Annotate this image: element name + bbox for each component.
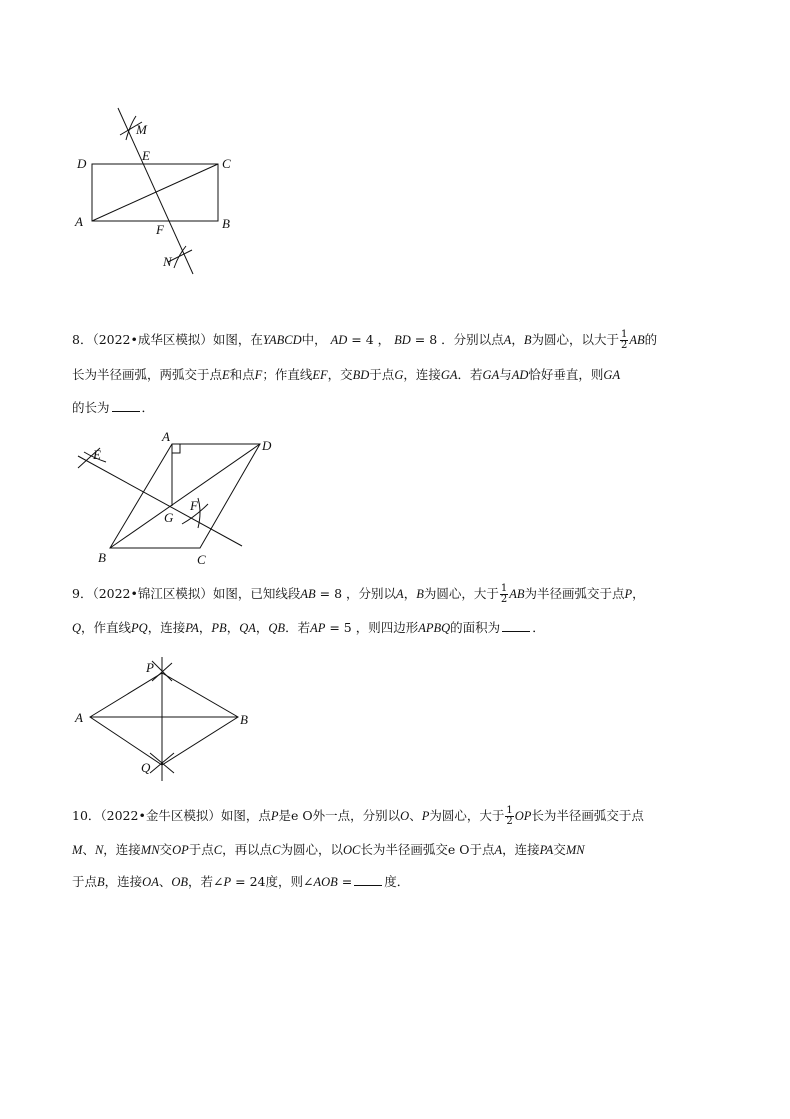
- q10-fraction: [505, 806, 513, 827]
- q9-text: 如图，已知线段: [212, 586, 301, 601]
- quadrilateral-apbq: [90, 673, 238, 765]
- q8-text: 与: [499, 367, 512, 382]
- q10-var: OP: [172, 843, 189, 857]
- q8-text: ．若: [457, 367, 483, 382]
- q10-var: e O: [447, 842, 470, 857]
- q10-var: e O: [291, 808, 313, 823]
- q9-text: ，: [255, 620, 269, 635]
- q9-text: ，作直线: [81, 620, 132, 635]
- q9-text: ，: [198, 620, 212, 635]
- q8-text: 和点: [229, 367, 255, 382]
- q9-text: 为半径画弧交于点: [524, 586, 625, 601]
- q8-fraction: [620, 330, 628, 351]
- q10-var: O: [400, 809, 410, 823]
- q10-var: MN: [565, 843, 585, 857]
- question-10: [72, 806, 722, 891]
- q9-line1: [72, 584, 722, 605]
- q9-text: ，: [632, 586, 645, 601]
- q9-var: A: [396, 587, 404, 601]
- fraction-denominator: 2: [620, 340, 628, 351]
- q9-var: P: [624, 587, 633, 601]
- q8-var: F: [254, 368, 263, 382]
- q10-text: 于点: [188, 842, 214, 857]
- q9-var: PB: [211, 621, 227, 635]
- label-b: B: [222, 216, 230, 231]
- q10-text: ，连接: [104, 874, 143, 889]
- right-angle-mark: [172, 444, 180, 453]
- answer-blank: [112, 399, 140, 412]
- q10-line3: [72, 873, 722, 891]
- q8-text: 如图，在: [212, 332, 263, 347]
- q9-text: ，连接: [147, 620, 186, 635]
- label-n: N: [163, 254, 172, 269]
- q10-text: 、: [82, 842, 95, 857]
- q9-source: （2022•锦江区模拟）: [92, 586, 213, 601]
- q8-line2: [72, 366, 722, 384]
- arc-mark-n2: [174, 246, 186, 268]
- q8-number: 8．: [72, 332, 93, 347]
- label-e: E: [142, 148, 150, 163]
- q10-text: 为圆心，大于: [429, 808, 505, 823]
- q8-var: GA: [603, 368, 621, 382]
- q10-text: ，连接: [103, 842, 141, 857]
- label-a: A: [162, 429, 170, 444]
- q8-var: E: [222, 368, 230, 382]
- q8-text: 中，: [301, 332, 327, 347]
- q8-text: 的: [644, 332, 658, 347]
- diagonal-bd: [110, 444, 260, 548]
- label-f: F: [156, 222, 164, 237]
- fraction-denominator: 2: [500, 594, 508, 605]
- question-9: [72, 584, 722, 637]
- label-e: E: [93, 447, 101, 462]
- fraction-denominator: 2: [506, 816, 513, 827]
- q8-var: A: [503, 333, 512, 347]
- q8-text: 长为半径画弧，两弧交于点: [72, 367, 223, 382]
- label-b: B: [98, 550, 106, 565]
- q10-text: 交: [159, 842, 173, 857]
- fraction-numerator: 1: [506, 805, 513, 816]
- q9-number: 9．: [72, 586, 93, 601]
- q8-line3: [72, 399, 722, 417]
- question-8: [72, 330, 722, 417]
- q9-var: AB: [300, 587, 316, 601]
- label-b: B: [240, 712, 248, 727]
- diagonal-ac: [92, 164, 218, 221]
- q10-var: PA: [539, 843, 554, 857]
- q10-line1: [72, 806, 722, 827]
- q8-text: ，连接: [403, 367, 441, 382]
- q10-var: ∠P: [213, 875, 232, 889]
- q9-var: AP: [310, 621, 326, 635]
- q10-var: B: [97, 875, 105, 889]
- q10-number: 10．: [72, 808, 101, 823]
- q8-var: EF: [312, 368, 328, 382]
- q8-text: 为圆心，以大于: [531, 332, 619, 347]
- q9-var: B: [416, 587, 424, 601]
- q10-text: =: [341, 874, 353, 889]
- q10-text: 长为半径画弧交于点: [531, 808, 644, 823]
- q9-text: ．若: [285, 620, 311, 635]
- q8-var: AD: [330, 333, 348, 347]
- q10-text: 、: [409, 808, 422, 823]
- q9-text: ，: [226, 620, 240, 635]
- q8-var: AD: [511, 368, 529, 382]
- q10-var: P: [270, 809, 279, 823]
- q10-text: 是: [278, 808, 292, 823]
- q9-text: ，: [403, 586, 417, 601]
- label-c: C: [222, 156, 231, 171]
- figure-rectangle-bisector: [60, 100, 260, 280]
- label-d: D: [77, 156, 87, 171]
- q9-var: QB: [268, 621, 286, 635]
- q8-text: ．: [141, 400, 155, 415]
- q8-text: = 8 ．分别以点: [414, 332, 504, 347]
- q8-text: ；作直线: [262, 367, 313, 382]
- q8-source: （2022•成华区模拟）: [92, 332, 213, 347]
- answer-blank: [354, 873, 382, 886]
- q10-text: 度，则: [265, 874, 304, 889]
- q8-text: 于点: [369, 367, 395, 382]
- label-p: P: [146, 660, 154, 675]
- q10-source: （2022•金牛区模拟）: [100, 808, 221, 823]
- q10-text: ，连接: [502, 842, 540, 857]
- q8-var: G: [394, 368, 404, 382]
- q8-line1: [72, 330, 722, 351]
- q9-text: = 8 ，分别以: [319, 586, 397, 601]
- q10-var: C: [213, 843, 223, 857]
- q8-var: GA: [440, 368, 458, 382]
- label-d: D: [262, 438, 272, 453]
- q10-var: OP: [514, 809, 532, 823]
- q9-text: ．: [532, 620, 545, 635]
- q10-text: 如图，点: [220, 808, 271, 823]
- label-a: A: [75, 710, 83, 725]
- q9-var: AB: [509, 587, 525, 601]
- q8-text: 的长为: [72, 400, 110, 415]
- q10-text: ，再以点: [222, 842, 273, 857]
- q10-text: 长为半径画弧交: [360, 842, 448, 857]
- q9-var: APBQ: [418, 621, 451, 635]
- q10-line2: [72, 841, 722, 859]
- q10-text: 外一点，分别以: [312, 808, 401, 823]
- q10-var: N: [94, 843, 104, 857]
- q8-text: ，交: [327, 367, 353, 382]
- q8-var: YABCD: [262, 333, 302, 347]
- answer-blank: [502, 619, 530, 632]
- q10-text: 于点: [469, 842, 495, 857]
- q10-text: 、: [158, 874, 172, 889]
- figure-rhombus: [70, 655, 270, 790]
- q9-line2: [72, 619, 722, 637]
- q8-text: 恰好垂直，则: [528, 367, 604, 382]
- q9-var: Q: [72, 621, 82, 635]
- figure-parallelogram: [70, 428, 280, 568]
- line-ef: [78, 456, 242, 546]
- label-m: M: [136, 122, 147, 137]
- q8-var: GA: [482, 368, 500, 382]
- label-q: Q: [141, 760, 151, 775]
- q8-var: B: [523, 333, 532, 347]
- q10-text: 交: [553, 842, 566, 857]
- q10-var: OB: [171, 875, 189, 889]
- fraction-numerator: 1: [500, 583, 508, 594]
- q10-text: 度．: [384, 874, 410, 889]
- q10-text: 为圆心，以: [280, 842, 343, 857]
- q9-var: PA: [185, 621, 199, 635]
- label-c: C: [197, 552, 206, 567]
- q10-var: OA: [142, 875, 159, 889]
- q8-text: = 4 ，: [351, 332, 391, 347]
- fraction-numerator: 1: [620, 329, 628, 340]
- q9-text: 的面积为: [450, 620, 501, 635]
- q10-text: ，若: [188, 874, 214, 889]
- q8-var: BD: [352, 368, 370, 382]
- q9-fraction: [500, 584, 508, 605]
- q9-var: QA: [239, 621, 256, 635]
- q10-var: P: [421, 809, 430, 823]
- q10-var: ∠AOB: [303, 875, 338, 889]
- q10-var: M: [72, 843, 83, 857]
- q10-text: 于点: [72, 874, 98, 889]
- q9-var: PQ: [131, 621, 148, 635]
- q10-var: MN: [140, 843, 160, 857]
- q9-text: 为圆心，大于: [423, 586, 499, 601]
- label-f: F: [190, 498, 198, 513]
- q8-var: AB: [629, 333, 645, 347]
- q9-text: = 5 ，则四边形: [329, 620, 419, 635]
- q10-var: C: [272, 843, 281, 857]
- q8-text: ，: [511, 332, 524, 347]
- q10-var: OC: [342, 843, 361, 857]
- q10-var: A: [494, 843, 503, 857]
- label-a: A: [75, 214, 83, 229]
- line-mn: [118, 108, 193, 274]
- q10-text: = 24: [235, 874, 266, 889]
- q8-var: BD: [394, 333, 411, 347]
- label-g: G: [164, 510, 174, 525]
